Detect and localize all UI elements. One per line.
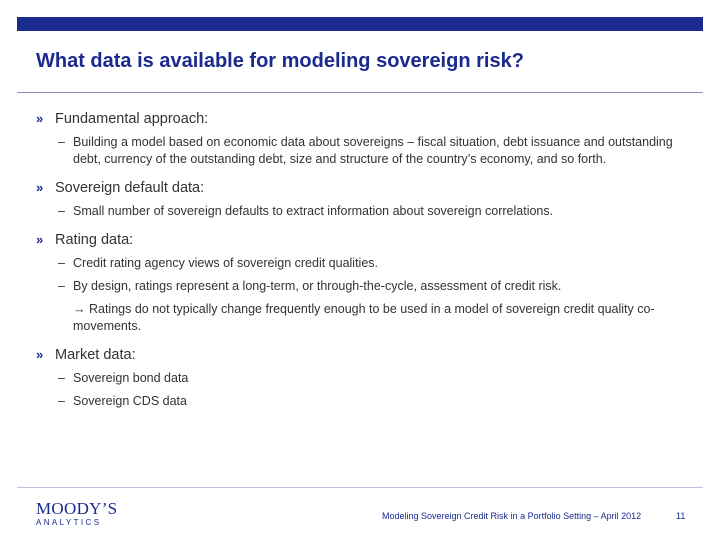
slide-content xyxy=(36,110,676,410)
header-bar xyxy=(17,17,703,31)
dash-marker: – xyxy=(58,279,65,293)
sub-item xyxy=(36,278,676,295)
dash-marker: – xyxy=(58,204,65,218)
sub-item xyxy=(36,255,676,272)
sub-item xyxy=(36,203,676,220)
logo-brand: MOODY’S xyxy=(36,499,118,518)
bullet-marker: » xyxy=(36,180,44,195)
arrow-note: → Ratings do not typically change frequently enough to be used in a model of sovereign credit quality co-movements. xyxy=(73,302,655,333)
bullet-text: Market data: xyxy=(55,347,136,363)
sub-item xyxy=(36,370,676,387)
sub-item xyxy=(36,134,676,168)
title-divider xyxy=(17,92,703,93)
bullet-marker: » xyxy=(36,232,44,247)
bullet-rating xyxy=(36,231,676,249)
dash-marker: – xyxy=(58,371,65,385)
bullet-text: Fundamental approach: xyxy=(55,111,209,127)
sub-text: By design, ratings represent a long-term, or through-the-cycle, assessment of credit risk. xyxy=(73,279,562,293)
dash-marker: – xyxy=(58,256,65,270)
sub-text: Credit rating agency views of sovereign credit qualities. xyxy=(73,256,379,270)
footer-caption: Modeling Sovereign Credit Risk in a Portfolio Setting – April 2012 xyxy=(382,511,642,521)
bullet-marker: » xyxy=(36,347,44,362)
bullet-sovereign-default xyxy=(36,179,676,197)
footer-divider xyxy=(17,487,703,488)
bullet-fundamental xyxy=(36,110,676,128)
moodys-analytics-logo xyxy=(36,500,117,528)
bullet-market xyxy=(36,346,676,364)
page-number: 11 xyxy=(676,511,686,521)
dash-marker: – xyxy=(58,135,65,149)
sub-text: Sovereign bond data xyxy=(73,371,189,385)
bullet-text: Rating data: xyxy=(55,232,134,248)
slide-title: What data is available for modeling sovereign risk? xyxy=(36,50,524,72)
sub-text: Building a model based on economic data about sovereigns – fiscal situation, debt issuance and outstanding debt, currency of the outstanding debt, size and structure of the country’s economy, and so forth. xyxy=(73,135,673,166)
dash-marker: – xyxy=(58,394,65,408)
logo-subbrand: ANALYTICS xyxy=(36,518,102,527)
sub-item xyxy=(36,393,676,410)
sub-text: Small number of sovereign defaults to extract information about sovereign correlations. xyxy=(73,204,554,218)
bullet-text: Sovereign default data: xyxy=(55,180,205,196)
sub-text: Sovereign CDS data xyxy=(73,394,187,408)
bullet-marker: » xyxy=(36,111,44,126)
